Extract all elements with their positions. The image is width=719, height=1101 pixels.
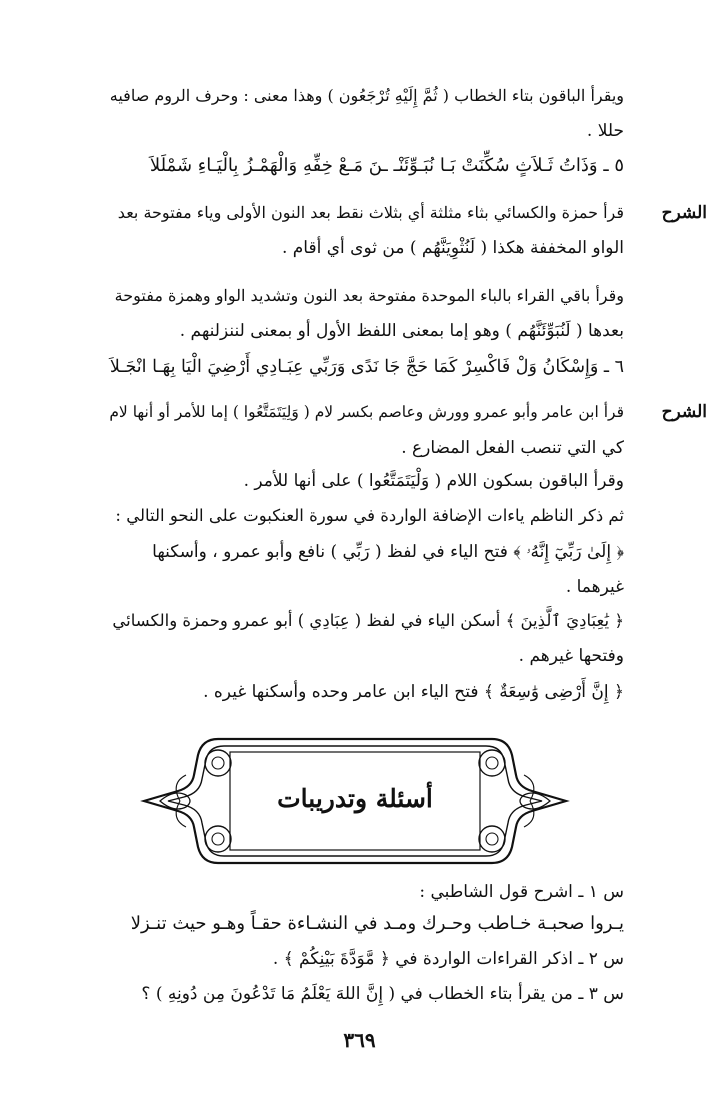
text-line: ويقرأ الباقون بتاء الخطاب ( ثُمَّ إِلَيْهِ تُرْجَعُون ) وهذا معنى : وحرف الروم صافيه	[109, 86, 624, 105]
question-line: س ١ ـ اشرح قول الشاطبي :	[419, 882, 624, 902]
sharh-label: الشرح	[661, 203, 707, 223]
text-line: الواو المخففة هكذا ( لَنُثْوِيَنَّهُم ) من ثوى أي أقام .	[281, 238, 624, 258]
verse-line: يـروا صحبـة خـاطب وحـرك ومـد في النشـاءة حقـاً وهـو حيث تنـزلا	[130, 913, 624, 934]
question-line: س ٣ ـ من يقرأ بتاء الخطاب في ( إِنَّ اللهَ يَعْلَمُ مَا تَدْعُونَ مِن دُونِهِ ) ؟	[141, 984, 624, 1004]
text-line: وقرأ الباقون بسكون اللام ( وَلْيَتَمَتَّعُوا ) على أنها للأمر .	[243, 471, 624, 491]
text-line: وقرأ باقي القراء بالباء الموحدة مفتوحة بعد النون وتشديد الواو وهمزة مفتوحة	[114, 286, 624, 305]
verse-line: ٦ ـ وَإِسْكَانُ وَلْ فَاكْسِرْ كَمَا حَجَّ جَا نَدًى وَرَبِّي عِبَـادِي أَرْضِيَ الْيَا بِهَـا انْجَـلاَ	[109, 357, 624, 377]
sharh-label: الشرح	[661, 402, 707, 422]
text-line: بعدها ( لَنُبَوِّئَنَّهُم ) وهو إما بمعنى اللفظ الأول أو بمعنى لننزلنهم .	[179, 321, 624, 341]
quran-line: ﴿ إِنَّ أَرْضِى وَٰسِعَةٌ ﴾ فتح الياء ابن عامر وحده وأسكنها غيره .	[203, 682, 624, 702]
question-line: س ٢ ـ اذكر القراءات الواردة في ﴿ مَّوَدَّةَ بَيْنِكُمْ ﴾ .	[272, 949, 624, 969]
heading-frame	[140, 735, 570, 867]
text-line: وفتحها غيرهم .	[518, 646, 624, 666]
quran-line: ﴿ يَٰعِبَادِيَ ٱلَّذِينَ ﴾ أسكن الياء في لفظ ( عِبَادِي ) أبو عمرو وحمزة والكسائي	[112, 611, 624, 630]
quran-line: ﴿ إِلَىٰ رَبِّيٓ إِنَّهُۥ ﴾ فتح الياء في لفظ ( رَبِّي ) نافع وأبو عمرو ، وأسكنها	[152, 542, 624, 562]
text-line: كي التي تنصب الفعل المضارع .	[401, 438, 624, 458]
verse-line: ٥ ـ وَذَاتُ ثَـلاَثٍ سُكِّنَتْ بَـا نُبَـوِّئَنْـ ـنَ مَـعْ خِفِّهِ وَالْهَمْـزُ بِالْيَـاءِ شَمْلَلاَ	[149, 155, 624, 176]
text-line: حللا .	[586, 121, 624, 141]
text-line: قرأ ابن عامر وأبو عمرو وورش وعاصم بكسر لام ( وَلِيَتَمَتَّعُوا ) إما للأمر أو أنها لام	[109, 403, 624, 421]
section-heading: أسئلة وتدريبات	[277, 784, 433, 813]
text-line: ثم ذكر الناظم ياءات الإضافة الواردة في سورة العنكبوت على النحو التالي :	[115, 506, 624, 525]
text-line: غيرهما .	[565, 577, 624, 597]
text-line: قرأ حمزة والكسائي بثاء مثلثة أي بثلاث نقط بعد النون الأولى وياء مفتوحة بعد	[117, 203, 624, 222]
page-number: ٣٦٩	[343, 1028, 376, 1052]
